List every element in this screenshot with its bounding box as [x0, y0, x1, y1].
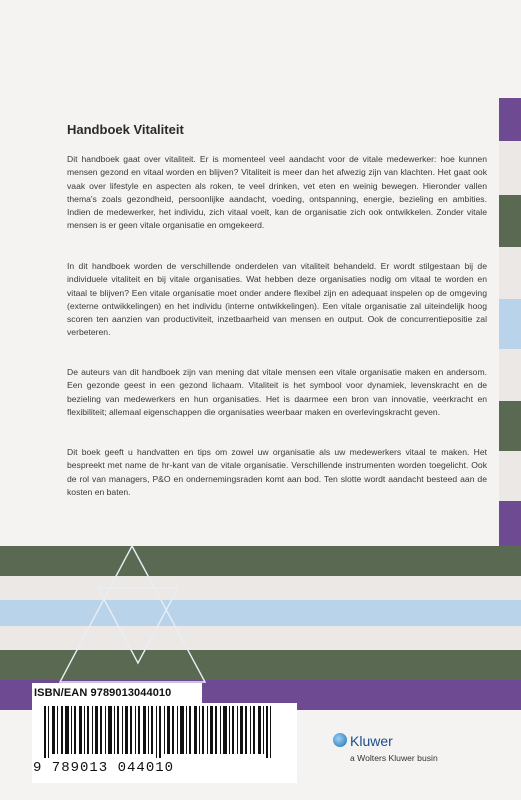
triangle-up [60, 546, 205, 682]
paragraph-4: Dit boek geeft u handvatten en tips om zowel uw organisatie als uw medewerkers vitaal te maken. Het bespreekt met name de hr-kant van de vitale organisatie. Verschillende instrumenten worden toegelicht. Ook de rol van managers, P&O en ondernemingsraden komt aan bod. Ten slotte wordt aandacht besteed aan de kosten en baten. [67, 447, 487, 497]
barcode-number: 9 789013 044010 [33, 760, 175, 776]
triangle-down [98, 588, 178, 663]
publisher-tagline: a Wolters Kluwer busin [350, 753, 438, 763]
paragraph-1: Dit handboek gaat over vitaliteit. Er is momenteel veel aandacht voor de vitale medewerker: hoe kunnen mensen gezond en vitaal worden en blijven? Vitaliteit is meer dan het afwezig zijn van klachten. Het gaat ook vaak over lifestyle en aspecten als roken, te veel drinken, vet eten en weinig bewegen. Hieronder vallen thema's zoals gezondheid, persoonlijke aandacht, voeding, ontspanning, energie, bezieling en ambities. Indien de medewerker, het individu, zich vitaal voelt, kan de organisatie zich ook ontwikkelen. Zonder vitale mensen is er geen vitale organisatie en omgekeerd. [67, 154, 487, 231]
barcode [44, 706, 294, 758]
publisher-name: Kluwer [350, 733, 393, 749]
kluwer-globe-icon [333, 733, 347, 747]
isbn-label: ISBN/EAN 9789013044010 [34, 687, 172, 699]
paragraph-2: In dit handboek worden de verschillende onderdelen van vitaliteit behandeld. Er wordt stilgestaan bij de individuele vitaliteit en bij vitale organisaties. Wat hebben deze organisaties nodig om vitaal te worden en vitaal te blijven? Een vitale organisatie moet onder andere flexibel zijn en adequaat inspelen op de omgeving (externe ontwikkelingen) en het individu (interne ontwikkelingen). Een vitale organisatie zal uiteindelijk hoog scoren ten aanzien van productiviteit, inzetbaarheid van mensen en output. Ook de concurrentiepositie zal verbeteren. [67, 261, 487, 338]
book-title: Handboek Vitaliteit [67, 122, 184, 137]
paragraph-3: De auteurs van dit handboek zijn van mening dat vitale mensen een vitale organisatie maken en andersom. Een gezonde geest in een gezond lichaam. Vitaliteit is het symbool voor dynamiek, levenskracht en de bezieling van medewerkers en hun organisaties. Het is daarmee een bron van innovatie, veerkracht en flexibiliteit; allemaal eigenschappen die organisaties weerbaar maken en overlevingskracht geven. [67, 367, 487, 417]
